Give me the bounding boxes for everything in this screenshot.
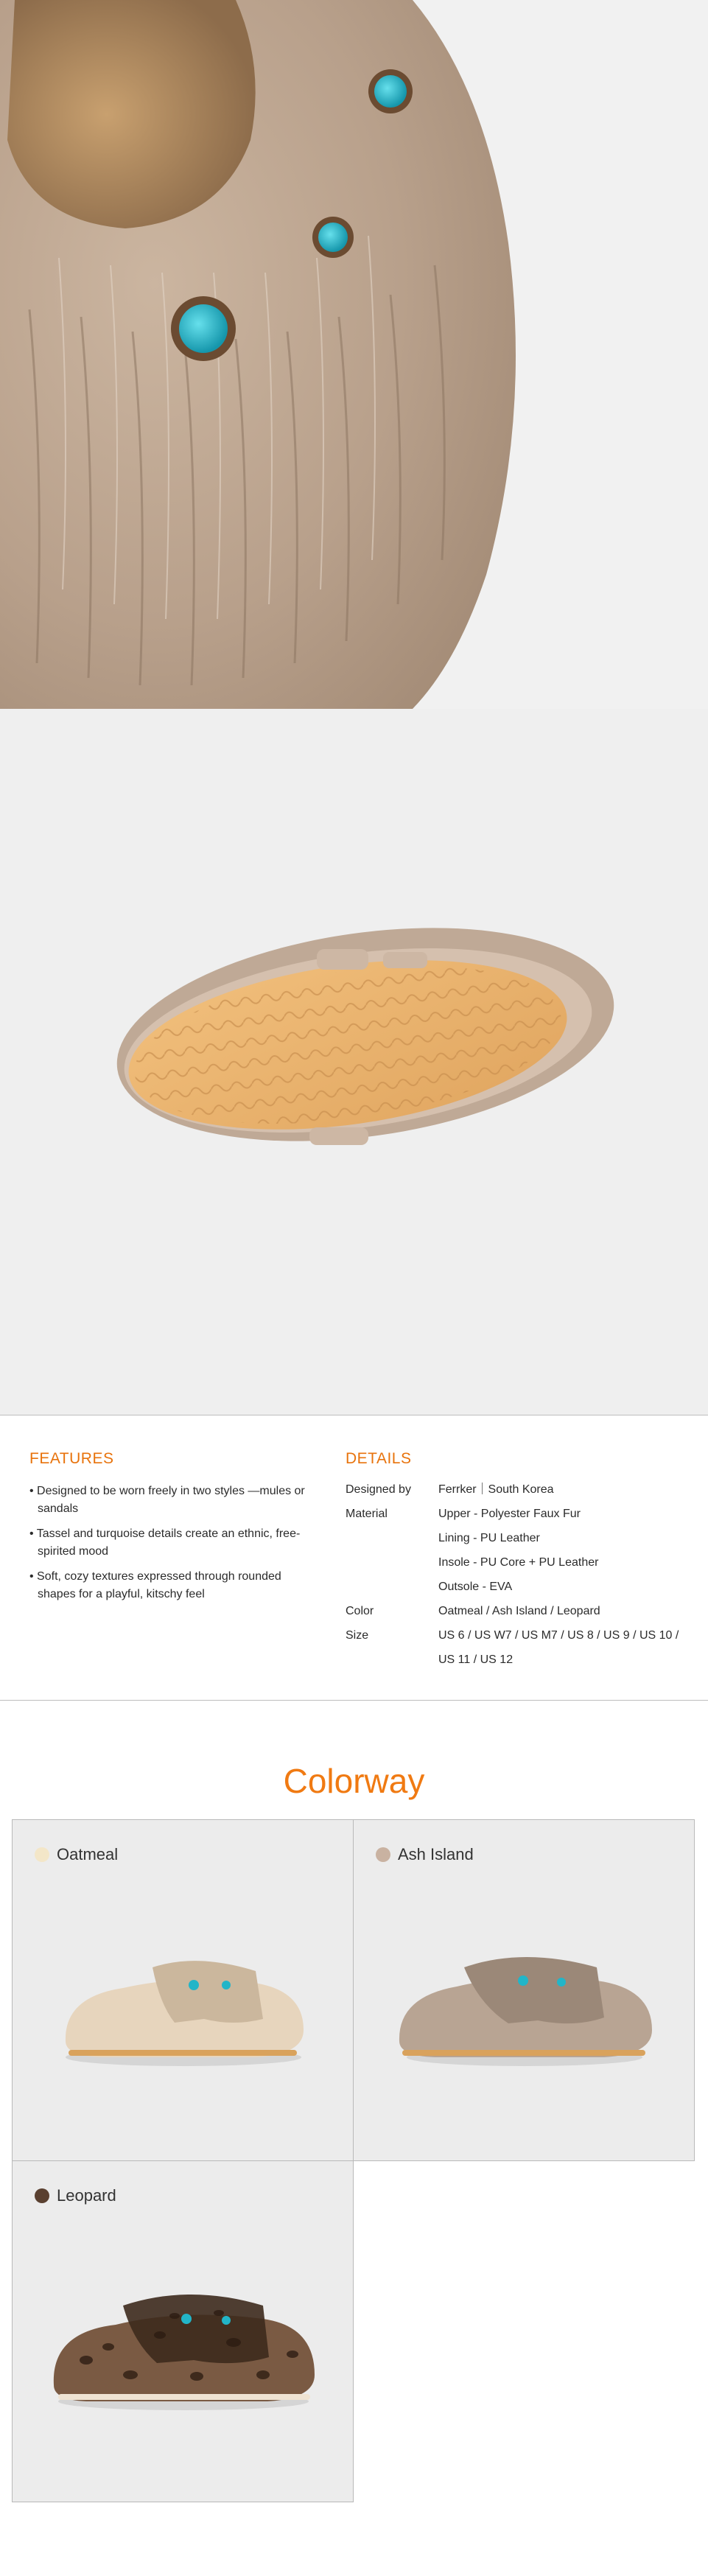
colorway-card-oatmeal[interactable] <box>12 1819 354 2161</box>
leopard-slipper-image <box>13 2161 354 2502</box>
colorway-card-ash-island[interactable] <box>353 1819 695 2161</box>
ash-island-slipper-image <box>354 1820 695 2161</box>
details-key: Color <box>346 1605 374 1617</box>
details-key: Size <box>346 1629 369 1642</box>
colorway-card-leopard[interactable] <box>12 2160 354 2502</box>
colorway-label <box>35 2186 116 2205</box>
details-title: DETAILS <box>346 1450 412 1467</box>
details-value: Lining - PU Leather <box>438 1532 540 1544</box>
hero-closeup-photo <box>0 0 708 709</box>
colorway-name: Oatmeal <box>57 1845 119 1863</box>
details-value: Outsole - EVA <box>438 1581 513 1593</box>
details-row-designed-by <box>346 1477 692 1502</box>
feature-item: • Tassel and turquoise details create an ethnic, free-spirited mood <box>29 1525 317 1561</box>
product-info-section <box>0 1415 708 1700</box>
details-row-size <box>346 1623 692 1672</box>
details-value: Upper - Polyester Faux Fur <box>438 1508 581 1520</box>
details-value: Insole - PU Core + PU Leather <box>438 1556 599 1569</box>
colorway-grid <box>12 1819 695 2503</box>
oatmeal-slipper-image <box>13 1820 354 2161</box>
ash-island-swatch-icon <box>376 1847 390 1862</box>
sole-photo <box>0 709 708 1415</box>
colorway-title: Colorway <box>283 1762 425 1800</box>
oatmeal-swatch-icon <box>35 1847 49 1862</box>
feature-item: • Soft, cozy textures expressed through rounded shapes for a playful, kitschy feel <box>29 1568 317 1603</box>
divider <box>0 1700 708 1701</box>
features-list <box>29 1483 317 1611</box>
details-row-material <box>346 1502 692 1599</box>
details-value: Oatmeal / Ash Island / Leopard <box>438 1605 600 1617</box>
details-value: Ferrker｜South Korea <box>438 1483 554 1496</box>
features-title: FEATURES <box>29 1450 114 1467</box>
details-key: Material <box>346 1508 388 1520</box>
details-key: Designed by <box>346 1483 411 1496</box>
details-row-color <box>346 1599 692 1623</box>
details-value: US 6 / US W7 / US M7 / US 8 / US 9 / US 10 / <box>438 1629 679 1642</box>
feature-item: • Designed to be worn freely in two styles —mules or sandals <box>29 1483 317 1518</box>
colorway-label <box>35 1845 118 1864</box>
leopard-swatch-icon <box>35 2188 49 2203</box>
details-table <box>346 1477 692 1672</box>
colorway-name: Leopard <box>57 2186 116 2205</box>
details-value: US 11 / US 12 <box>438 1653 514 1666</box>
colorway-label <box>376 1845 474 1864</box>
colorway-name: Ash Island <box>398 1845 474 1863</box>
